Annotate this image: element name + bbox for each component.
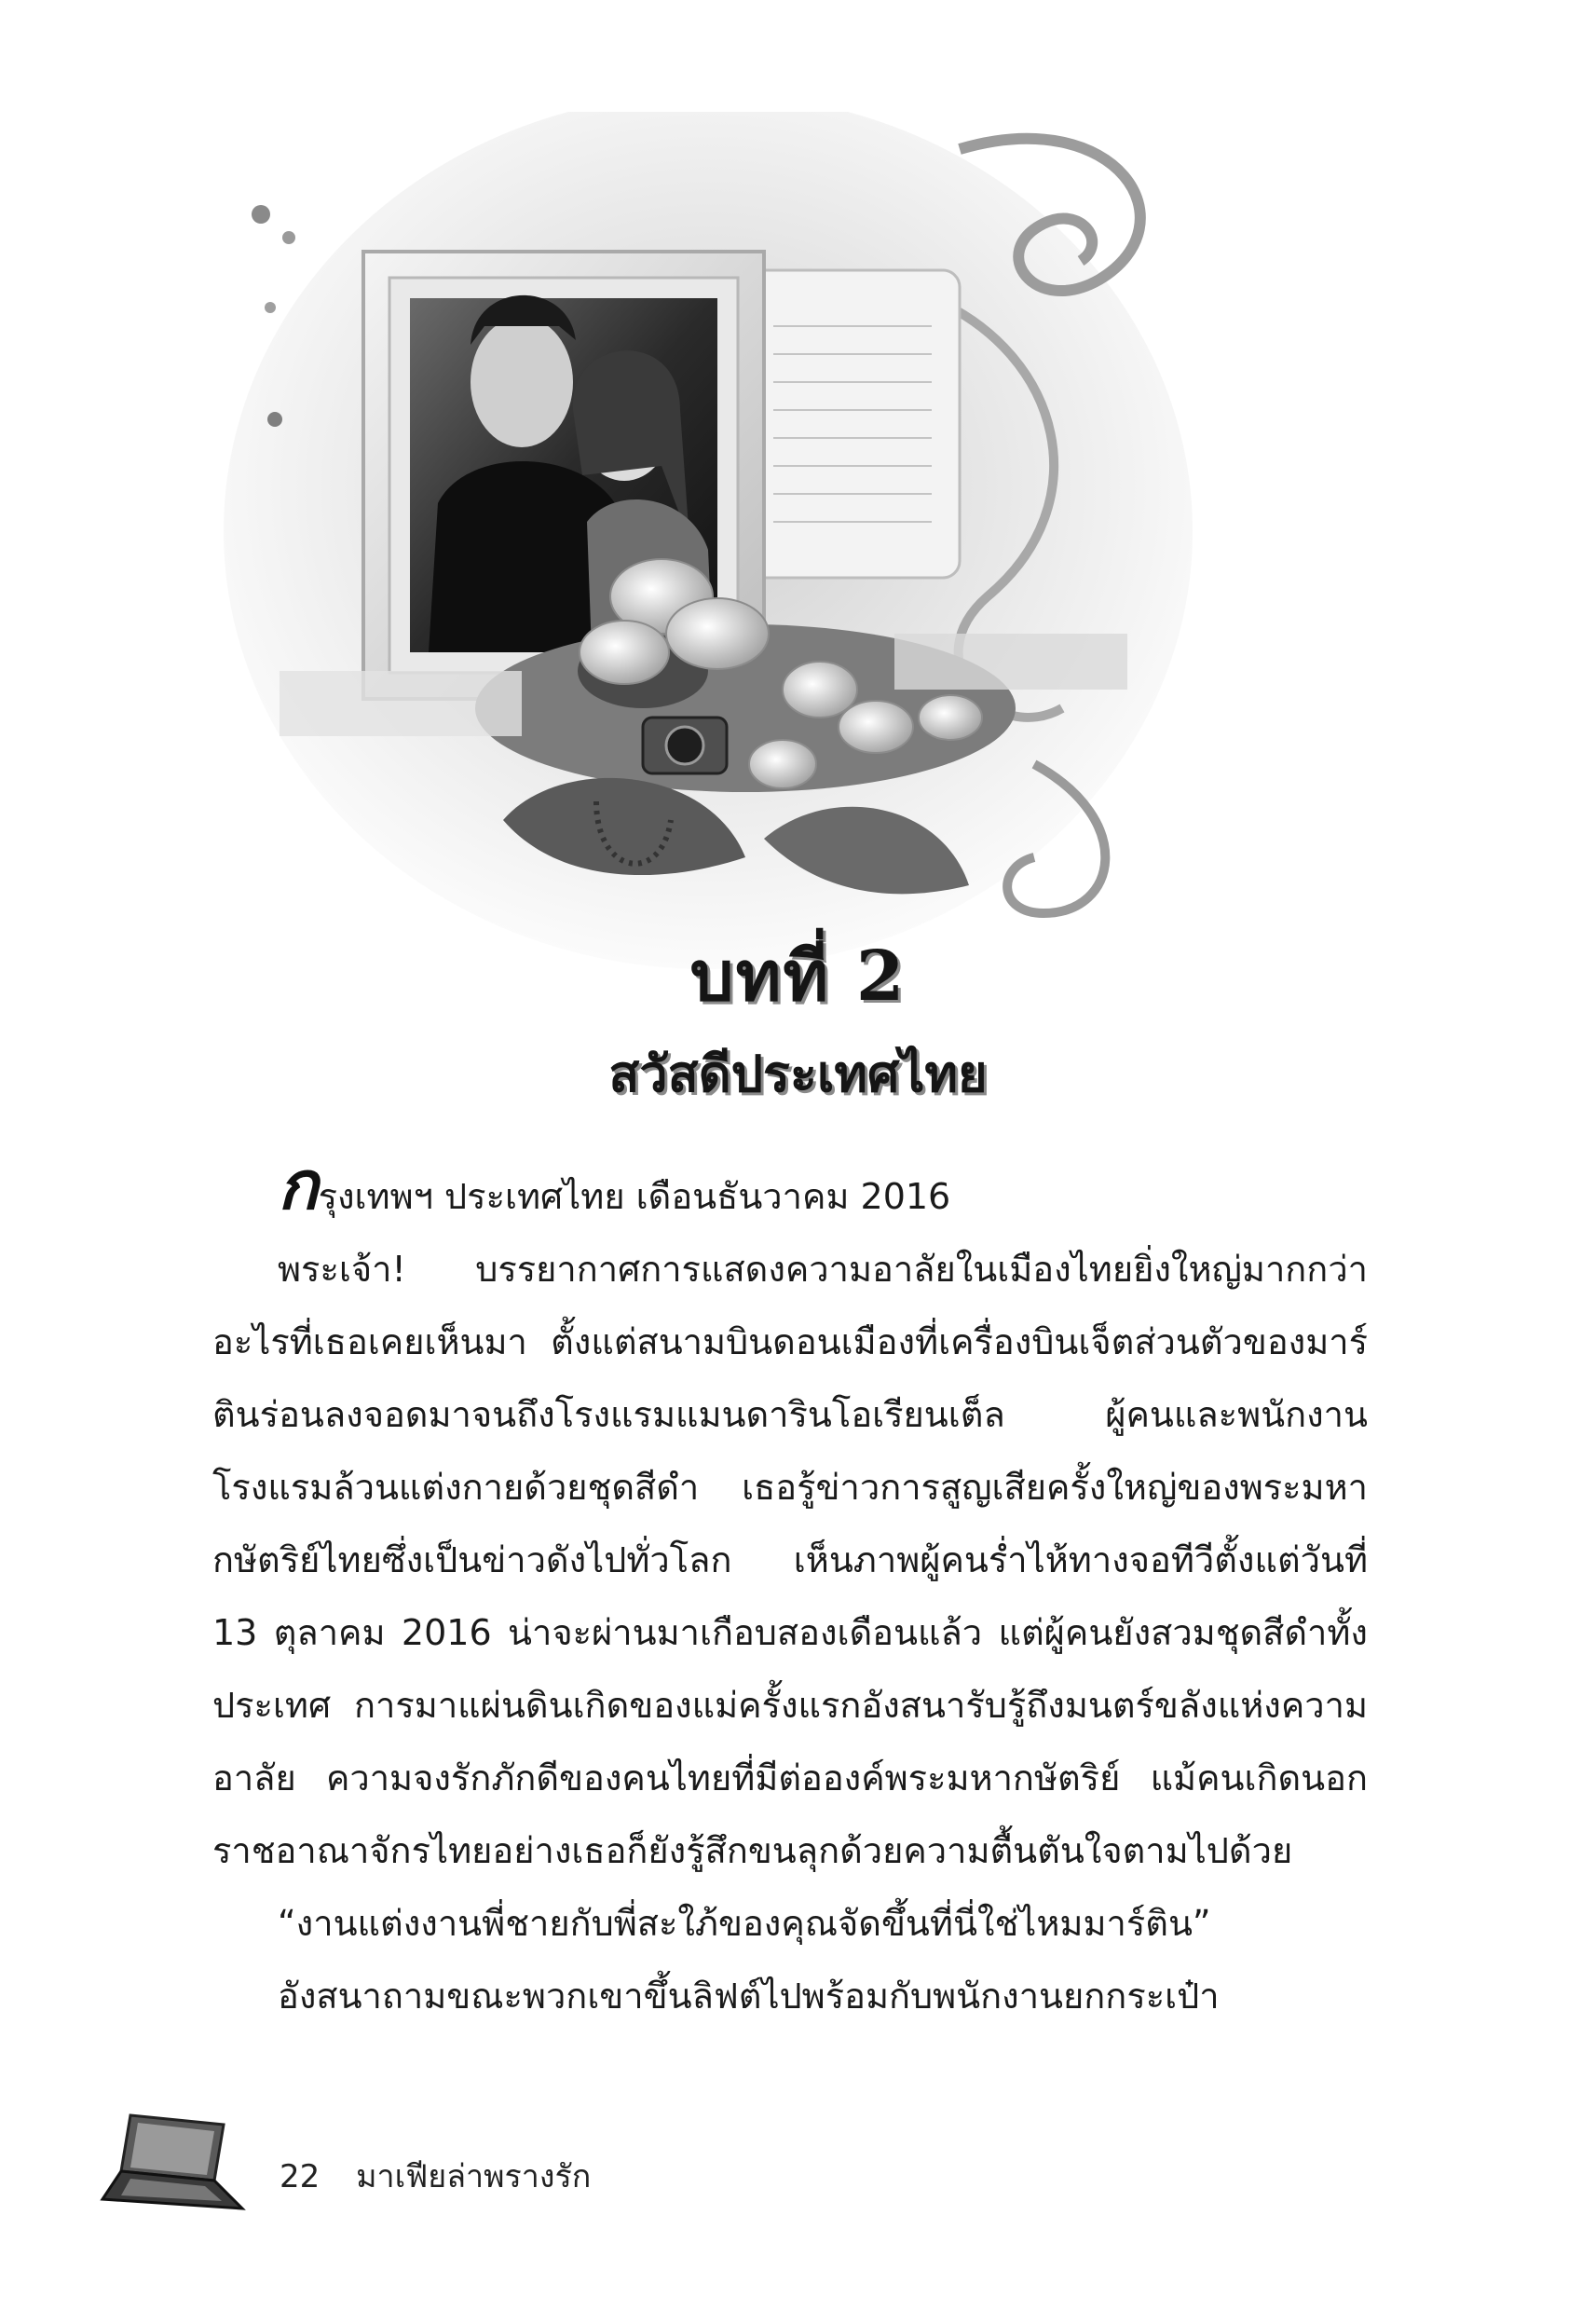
paragraph-3: “งานแต่งงานพี่ชายกับพี่สะใภ้ของคุณจัดขึ้นที่นี่ใช่ไหมมาร์ติน” [278,1903,1211,1944]
page-footer [93,2106,745,2236]
paragraph-1 [212,1145,1368,1233]
paragraph-2: พระเจ้า! บรรยากาศการแสดงความอาลัยในเมืองไทยยิ่งใหญ่มากกว่าอะไรที่เธอเคยเห็นมา ตั้งแต่สนามบินดอนเมืองที่เครื่องบินเจ็ตส่วนตัวของมาร์ตินร่อนลงจอดมาจนถึงโรงแรมแมนดารินโอเรียนเต็ล ผู้คนและพนักงานโรงแรมล้วนแต่งกายด้วยชุดสีดำ เธอรู้ข่าวการสูญเสียครั้งใหญ่ของพระมหากษัตริย์ไทยซึ่งเป็นข่าวดังไปทั่วโลก เห็นภาพผู้คนร่ำไห้ทางจอทีวีตั้งแต่วันที่ 13 ตุลาคม 2016 น่าจะผ่านมาเกือบสองเดือนแล้ว แต่ผู้คนยังสวมชุดสีดำทั้งประเทศ การมาแผ่นดินเกิดของแม่ครั้งแรกอังสนารับรู้ถึงมนตร์ขลังแห่งความอาลัย ความจงรักภักดีของคนไทยที่มีต่อองค์พระมหากษัตริย์ แม้คนเกิดนอกราชอาณาจักรไทยอย่างเธอก็ยังรู้สึกขนลุกด้วยความตื้นตันใจตามไปด้วย [212,1249,1368,1871]
laptop-icon [93,2106,252,2227]
chapter-title: บทที่ 2 [689,937,907,1017]
chapter-illustration [224,112,1230,1025]
body-text [212,1145,1368,2032]
footer-text [280,2151,617,2201]
chapter-heading [0,930,1596,1111]
drop-cap: ก [278,1145,319,1224]
paragraph-1-text: รุงเทพฯ ประเทศไทย เดือนธันวาคม 2016 [318,1176,951,1217]
page-number: 22 [280,2158,321,2195]
book-title: มาเฟียล่าพรางรัก [356,2158,592,2195]
chapter-subtitle: สวัสดีประเทศไทย [608,1044,988,1103]
paragraph-4: อังสนาถามขณะพวกเขาขึ้นลิฟต์ไปพร้อมกับพนักงานยกกระเป๋า [278,1976,1220,2017]
